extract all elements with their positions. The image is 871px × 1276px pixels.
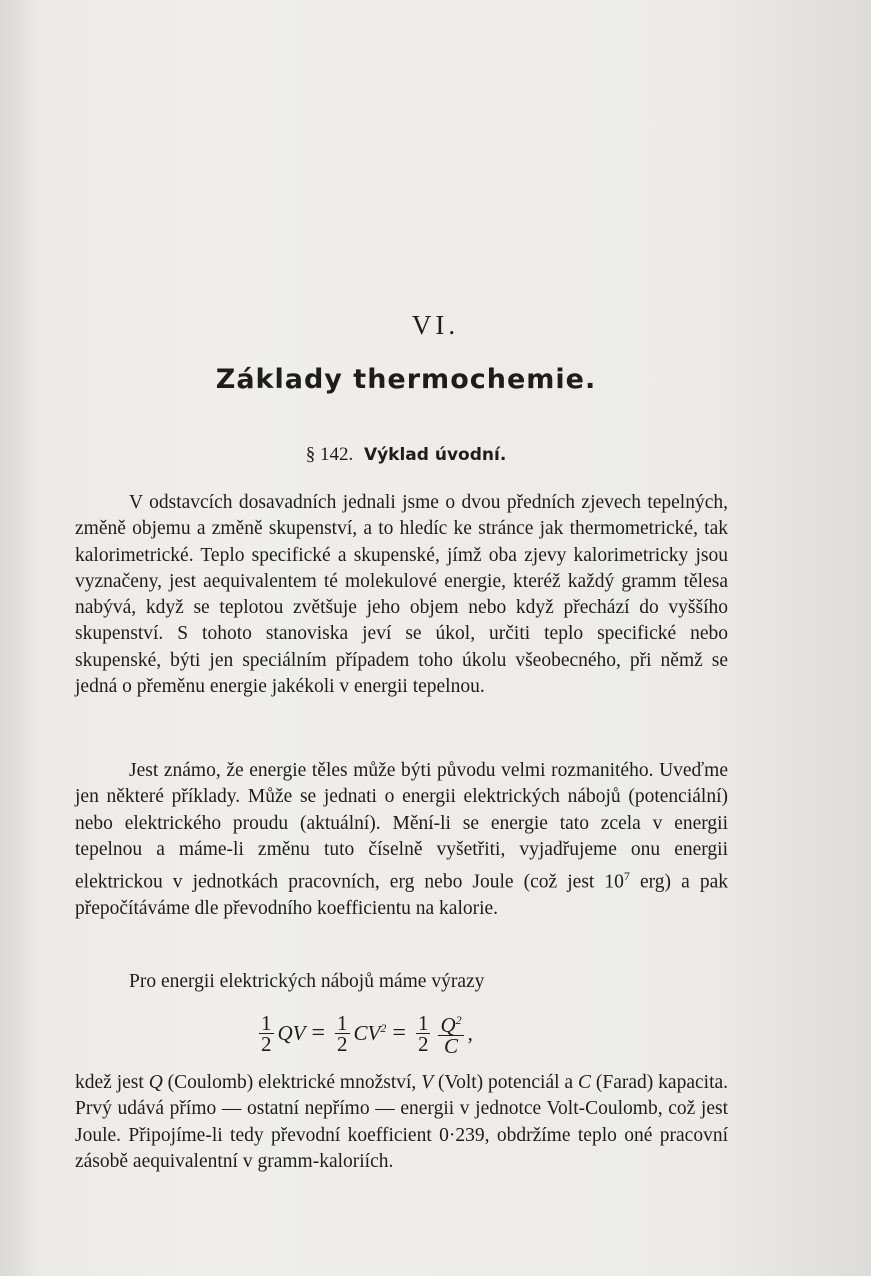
- section-heading: [0, 444, 812, 466]
- paragraph-1-text: V odstavcích dosavadních jednali jsme o dvou předních zjevech tepelných, změně objemu a změně skupenství, a to hledíc ke stránce jak thermometrické, tak kalorimetrické. Teplo specifické a skupenské, jímž oba zjevy kalorimetricky jsou vyznačeny, jest aequivalentem té molekulové energie, kteréž každý gramm tělesa nabývá, když se teplotou zvětšuje jeho objem nebo když přechází do vyššího skupenství. S tohoto stanoviska jeví se úkol, určiti teplo specifické nebo skupenské, býti jen speciálním případem toho úkolu všeobecného, při němž se jedná o přeměnu energie jakékoli v energii tepelnou.: [75, 492, 728, 698]
- paragraph-3: [75, 969, 728, 995]
- section-title: Výklad úvodní.: [363, 445, 507, 465]
- section-number: § 142.: [305, 444, 354, 465]
- formula-comma: ,: [467, 1020, 473, 1045]
- equals-sign: =: [392, 1019, 406, 1046]
- paragraph-4: kdež jest Q (Coulomb) elektrické množství, V (Volt) potenciál a C (Farad) kapacita. Prvý udává přímo — ostatní nepřímo — energii v jednotce Volt-Coulomb, což jest Joule. Připojíme-li tedy převodní koefficient 0·239, obdržíme teplo oné pracovní zásobě aequivalentní v gramm-kaloriích.: [75, 1072, 729, 1172]
- term-cv2: $CV^2$: [353, 1020, 387, 1045]
- fraction-half-1: $\frac{1}{2}$: [261, 1010, 272, 1056]
- chapter-number: VI.: [411, 310, 460, 340]
- fraction-half-3: $\frac{1}{2}$: [417, 1010, 429, 1056]
- fraction-half-2: $\frac{1}{2}$: [337, 1010, 348, 1056]
- paragraph-2-text-a: Jest známo, že energie těles může býti původu velmi rozmanitého. Uveďme jen některé příklady. Může se jednati o energii elektrických nábojů (potenciální) nebo elektrického proudu (aktuální). Mění-li se energie tato zcela v energii tepelnou a máme-li změnu tuto číselně vyšetřiti, vyjadřujeme onu energii elektrickou v jednotkách pracovních, erg nebo Joule (což jest 10: [75, 760, 728, 893]
- chapter-title: Základy thermochemie.: [215, 364, 597, 395]
- term-qv: QV: [277, 1020, 306, 1045]
- paragraph-1: [75, 490, 728, 700]
- energy-formula: [255, 1008, 473, 1058]
- paragraph-3-text: Pro energii elektrických nábojů máme výrazy: [129, 971, 485, 992]
- paragraph-2: [75, 758, 728, 922]
- paragraph-2-text-b: erg) a pak přepočítáváme dle převodního koefficientu na kalorie.: [75, 871, 728, 919]
- equals-sign: =: [311, 1019, 326, 1046]
- exponent: 7: [623, 869, 630, 884]
- fraction-q2-over-c: $\frac{Q^2}{C}$: [438, 1010, 463, 1056]
